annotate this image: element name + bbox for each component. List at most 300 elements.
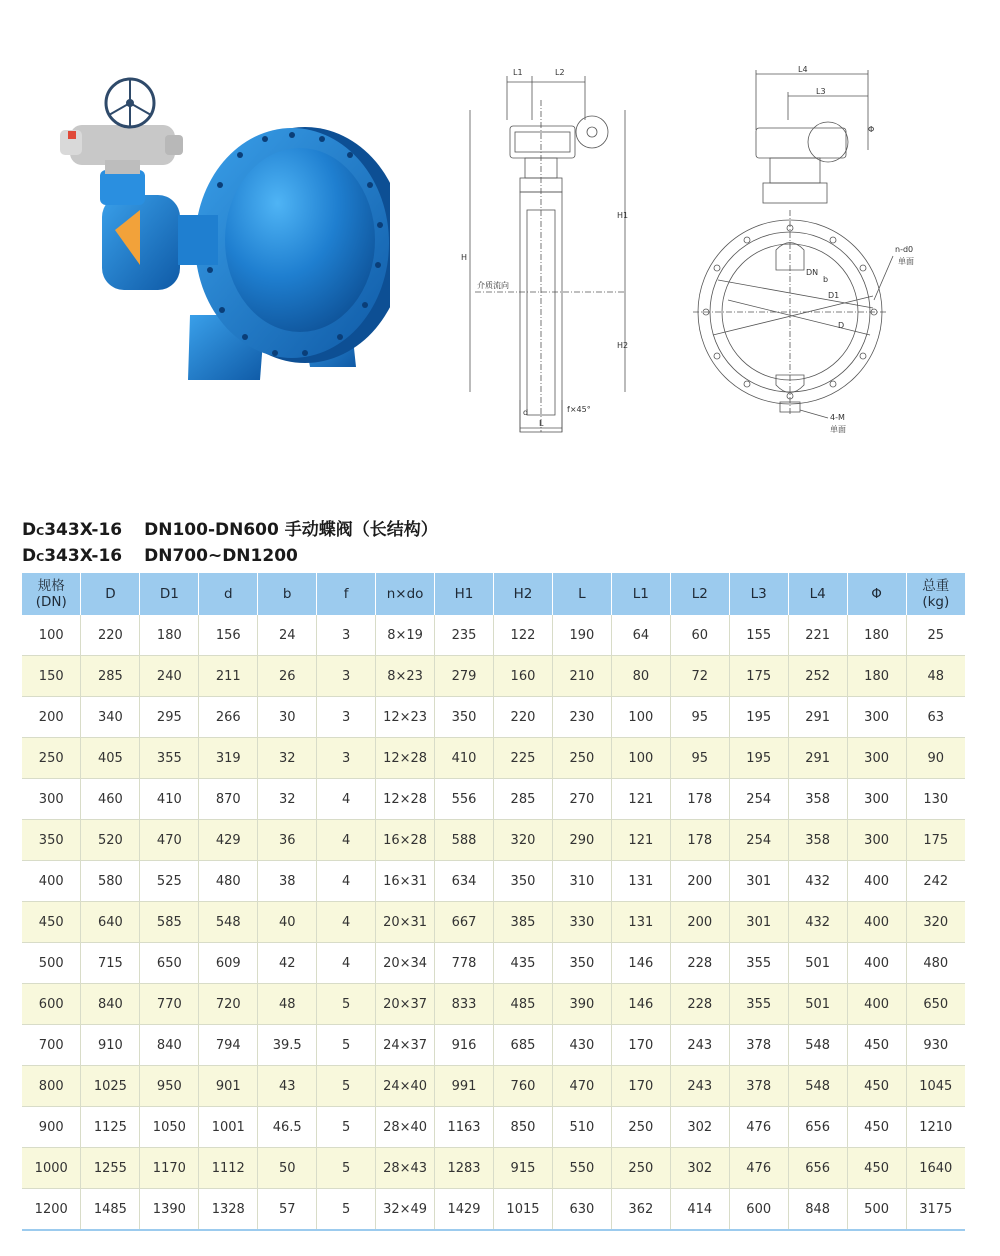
table-cell: 100 <box>22 615 81 656</box>
nd0-label: n-d0 <box>895 245 914 254</box>
table-cell: 60 <box>670 615 729 656</box>
table-cell: 36 <box>258 820 317 861</box>
table-cell: 501 <box>788 943 847 984</box>
table-cell: 48 <box>906 656 965 697</box>
table-cell: 170 <box>611 1025 670 1066</box>
table-cell: 400 <box>847 861 906 902</box>
table-cell: 175 <box>906 820 965 861</box>
table-cell: 26 <box>258 656 317 697</box>
table-cell: 230 <box>552 697 611 738</box>
table-cell: 548 <box>788 1025 847 1066</box>
table-cell: 180 <box>140 615 199 656</box>
column-header-unit: (kg) <box>922 594 950 610</box>
product-photo <box>60 75 390 385</box>
table-cell: 300 <box>847 779 906 820</box>
dim-big-d-label: D <box>838 321 845 330</box>
column-header <box>258 573 317 615</box>
m4-label: 4-M <box>830 413 845 422</box>
table-cell: 1025 <box>81 1066 140 1107</box>
table-cell: 548 <box>788 1066 847 1107</box>
table-cell: 460 <box>81 779 140 820</box>
table-cell: 1000 <box>22 1148 81 1189</box>
table-cell: 178 <box>670 779 729 820</box>
butterfly-valve-illustration <box>60 75 390 385</box>
spec-table-header <box>22 573 965 615</box>
table-cell: 3 <box>317 738 376 779</box>
table-cell: 319 <box>199 738 258 779</box>
front-view-drawing <box>688 60 928 440</box>
title-1-range: DN100-DN600 手动蝶阀（长结构） <box>144 520 438 540</box>
table-cell: 4 <box>317 820 376 861</box>
table-cell: 410 <box>140 779 199 820</box>
title-2-model: 343X-16 <box>44 546 123 566</box>
table-cell: 650 <box>906 984 965 1025</box>
table-cell: 100 <box>611 697 670 738</box>
table-cell: 291 <box>788 697 847 738</box>
table-cell: 525 <box>140 861 199 902</box>
title-line-1 <box>22 518 438 544</box>
table-cell: 200 <box>670 902 729 943</box>
table-cell: 685 <box>494 1025 553 1066</box>
table-cell: 243 <box>670 1025 729 1066</box>
table-cell: 42 <box>258 943 317 984</box>
table-row <box>22 1148 965 1189</box>
table-cell: 950 <box>140 1066 199 1107</box>
table-cell: 310 <box>552 861 611 902</box>
table-cell: 400 <box>847 984 906 1025</box>
column-header <box>906 573 965 615</box>
column-header-label: D1 <box>159 586 179 602</box>
table-cell: 609 <box>199 943 258 984</box>
dim-d-label: d <box>523 408 529 417</box>
table-cell: 650 <box>140 943 199 984</box>
table-cell: 28×43 <box>376 1148 435 1189</box>
table-cell: 300 <box>22 779 81 820</box>
table-cell: 630 <box>552 1189 611 1231</box>
table-cell: 131 <box>611 861 670 902</box>
table-cell: 200 <box>670 861 729 902</box>
column-header <box>847 573 906 615</box>
column-header <box>22 573 81 615</box>
table-cell: 520 <box>81 820 140 861</box>
table-cell: 270 <box>552 779 611 820</box>
table-cell: 5 <box>317 1107 376 1148</box>
table-cell: 20×34 <box>376 943 435 984</box>
table-cell: 350 <box>435 697 494 738</box>
column-header-label: H1 <box>454 586 474 602</box>
table-cell: 3 <box>317 615 376 656</box>
column-header-label: b <box>282 586 292 602</box>
table-cell: 64 <box>611 615 670 656</box>
dim-l4-label: L4 <box>798 65 808 74</box>
table-cell: 302 <box>670 1107 729 1148</box>
column-header <box>494 573 553 615</box>
table-cell: 600 <box>729 1189 788 1231</box>
dim-phi-label: Φ <box>868 125 875 134</box>
table-cell: 156 <box>199 615 258 656</box>
table-cell: 32 <box>258 779 317 820</box>
table-cell: 350 <box>494 861 553 902</box>
table-cell: 432 <box>788 861 847 902</box>
column-header <box>729 573 788 615</box>
table-cell: 770 <box>140 984 199 1025</box>
table-cell: 300 <box>847 738 906 779</box>
table-cell: 350 <box>552 943 611 984</box>
table-cell: 450 <box>847 1066 906 1107</box>
table-cell: 840 <box>81 984 140 1025</box>
table-cell: 910 <box>81 1025 140 1066</box>
table-row <box>22 820 965 861</box>
spec-table-body <box>22 615 965 1230</box>
column-header-label: L4 <box>809 586 826 602</box>
table-cell: 430 <box>552 1025 611 1066</box>
table-cell: 435 <box>494 943 553 984</box>
table-cell: 870 <box>199 779 258 820</box>
table-cell: 916 <box>435 1025 494 1066</box>
column-header-label: n×do <box>386 586 424 602</box>
table-cell: 1390 <box>140 1189 199 1231</box>
table-cell: 385 <box>494 902 553 943</box>
table-cell: 225 <box>494 738 553 779</box>
m4-single-label: 单面 <box>830 425 846 434</box>
column-header <box>199 573 258 615</box>
table-cell: 485 <box>494 984 553 1025</box>
table-cell: 400 <box>847 902 906 943</box>
table-cell: 585 <box>140 902 199 943</box>
table-cell: 121 <box>611 779 670 820</box>
dim-dn-label: DN <box>806 268 819 277</box>
column-header-label: f <box>343 586 349 602</box>
table-cell: 28×40 <box>376 1107 435 1148</box>
table-cell: 300 <box>847 697 906 738</box>
table-cell: 302 <box>670 1148 729 1189</box>
column-header-label: 总重 <box>922 578 950 594</box>
table-cell: 90 <box>906 738 965 779</box>
table-cell: 301 <box>729 861 788 902</box>
title-1-model: 343X-16 <box>44 520 123 540</box>
table-cell: 190 <box>552 615 611 656</box>
table-cell: 1112 <box>199 1148 258 1189</box>
column-header-label: d <box>223 586 233 602</box>
table-cell: 556 <box>435 779 494 820</box>
table-cell: 30 <box>258 697 317 738</box>
table-cell: 350 <box>22 820 81 861</box>
table-cell: 901 <box>199 1066 258 1107</box>
column-header <box>552 573 611 615</box>
column-header-label: Φ <box>871 586 882 602</box>
table-cell: 405 <box>81 738 140 779</box>
table-cell: 155 <box>729 615 788 656</box>
table-cell: 122 <box>494 615 553 656</box>
table-cell: 833 <box>435 984 494 1025</box>
table-cell: 5 <box>317 1066 376 1107</box>
table-cell: 450 <box>847 1107 906 1148</box>
table-cell: 656 <box>788 1107 847 1148</box>
dim-h-label: H <box>461 253 468 262</box>
table-cell: 24×37 <box>376 1025 435 1066</box>
table-cell: 5 <box>317 1148 376 1189</box>
table-cell: 720 <box>199 984 258 1025</box>
dim-h1-label: H1 <box>617 211 629 220</box>
table-cell: 57 <box>258 1189 317 1231</box>
table-cell: 295 <box>140 697 199 738</box>
table-cell: 358 <box>788 779 847 820</box>
column-header-unit: (DN) <box>35 594 67 610</box>
table-cell: 46.5 <box>258 1107 317 1148</box>
table-cell: 5 <box>317 984 376 1025</box>
table-cell: 131 <box>611 902 670 943</box>
table-cell: 450 <box>847 1025 906 1066</box>
table-cell: 358 <box>788 820 847 861</box>
spec-table <box>22 573 965 1231</box>
table-cell: 580 <box>81 861 140 902</box>
table-cell: 95 <box>670 738 729 779</box>
table-cell: 95 <box>670 697 729 738</box>
table-cell: 301 <box>729 902 788 943</box>
table-cell: 80 <box>611 656 670 697</box>
table-cell: 330 <box>552 902 611 943</box>
table-cell: 16×28 <box>376 820 435 861</box>
table-cell: 1045 <box>906 1066 965 1107</box>
title-line-2 <box>22 544 438 570</box>
table-cell: 634 <box>435 861 494 902</box>
table-cell: 450 <box>22 902 81 943</box>
table-cell: 72 <box>670 656 729 697</box>
table-cell: 290 <box>552 820 611 861</box>
table-cell: 221 <box>788 615 847 656</box>
table-cell: 211 <box>199 656 258 697</box>
table-cell: 175 <box>729 656 788 697</box>
table-cell: 320 <box>494 820 553 861</box>
table-cell: 1125 <box>81 1107 140 1148</box>
table-cell: 250 <box>22 738 81 779</box>
table-cell: 279 <box>435 656 494 697</box>
table-cell: 220 <box>494 697 553 738</box>
column-header-label: L <box>578 586 586 602</box>
table-cell: 63 <box>906 697 965 738</box>
table-cell: 410 <box>435 738 494 779</box>
table-cell: 476 <box>729 1107 788 1148</box>
table-cell: 12×28 <box>376 738 435 779</box>
table-cell: 32 <box>258 738 317 779</box>
table-cell: 250 <box>611 1148 670 1189</box>
table-row <box>22 902 965 943</box>
nd0-single-label: 单面 <box>898 257 914 266</box>
table-cell: 476 <box>729 1148 788 1189</box>
dim-l-label: L <box>539 419 544 428</box>
table-cell: 220 <box>81 615 140 656</box>
table-cell: 320 <box>906 902 965 943</box>
table-cell: 429 <box>199 820 258 861</box>
table-cell: 4 <box>317 861 376 902</box>
table-row <box>22 1025 965 1066</box>
table-row <box>22 779 965 820</box>
table-cell: 20×31 <box>376 902 435 943</box>
table-cell: 378 <box>729 1066 788 1107</box>
column-header <box>81 573 140 615</box>
table-cell: 8×19 <box>376 615 435 656</box>
table-cell: 3175 <box>906 1189 965 1231</box>
table-cell: 285 <box>494 779 553 820</box>
table-cell: 355 <box>729 984 788 1025</box>
table-cell: 362 <box>611 1189 670 1231</box>
table-cell: 146 <box>611 943 670 984</box>
title-1-prefix: D <box>22 520 37 540</box>
table-cell: 5 <box>317 1025 376 1066</box>
table-cell: 228 <box>670 984 729 1025</box>
table-cell: 39.5 <box>258 1025 317 1066</box>
table-cell: 170 <box>611 1066 670 1107</box>
table-row <box>22 943 965 984</box>
column-header-label: L2 <box>691 586 708 602</box>
table-cell: 500 <box>847 1189 906 1231</box>
table-cell: 3 <box>317 697 376 738</box>
column-header-label: H2 <box>513 586 533 602</box>
table-cell: 1015 <box>494 1189 553 1231</box>
table-cell: 1255 <box>81 1148 140 1189</box>
table-cell: 43 <box>258 1066 317 1107</box>
table-cell: 778 <box>435 943 494 984</box>
dim-l3-label: L3 <box>816 87 826 96</box>
column-header-label: 规格 <box>37 578 65 594</box>
table-cell: 4 <box>317 902 376 943</box>
table-cell: 146 <box>611 984 670 1025</box>
table-cell: 4 <box>317 943 376 984</box>
table-cell: 667 <box>435 902 494 943</box>
table-row <box>22 615 965 656</box>
column-header <box>140 573 199 615</box>
table-cell: 250 <box>552 738 611 779</box>
table-cell: 480 <box>906 943 965 984</box>
table-cell: 4 <box>317 779 376 820</box>
title-1-sub: C <box>36 525 45 538</box>
table-cell: 414 <box>670 1189 729 1231</box>
table-cell: 3 <box>317 656 376 697</box>
table-cell: 1001 <box>199 1107 258 1148</box>
table-cell: 700 <box>22 1025 81 1066</box>
table-cell: 178 <box>670 820 729 861</box>
column-header <box>788 573 847 615</box>
table-row <box>22 656 965 697</box>
table-cell: 800 <box>22 1066 81 1107</box>
table-cell: 432 <box>788 902 847 943</box>
table-cell: 1485 <box>81 1189 140 1231</box>
table-cell: 1200 <box>22 1189 81 1231</box>
table-cell: 1283 <box>435 1148 494 1189</box>
table-cell: 250 <box>611 1107 670 1148</box>
table-cell: 180 <box>847 615 906 656</box>
table-cell: 12×28 <box>376 779 435 820</box>
dim-b-label: b <box>823 275 829 284</box>
table-cell: 195 <box>729 697 788 738</box>
table-cell: 210 <box>552 656 611 697</box>
table-cell: 510 <box>552 1107 611 1148</box>
table-cell: 548 <box>199 902 258 943</box>
table-cell: 50 <box>258 1148 317 1189</box>
table-cell: 254 <box>729 820 788 861</box>
table-cell: 285 <box>81 656 140 697</box>
table-cell: 100 <box>611 738 670 779</box>
table-cell: 242 <box>906 861 965 902</box>
column-header <box>435 573 494 615</box>
table-cell: 400 <box>847 943 906 984</box>
table-cell: 235 <box>435 615 494 656</box>
table-cell: 355 <box>729 943 788 984</box>
table-cell: 915 <box>494 1148 553 1189</box>
table-cell: 5 <box>317 1189 376 1231</box>
table-row <box>22 984 965 1025</box>
title-2-range: DN700~DN1200 <box>144 546 298 566</box>
table-cell: 850 <box>494 1107 553 1148</box>
table-cell: 1170 <box>140 1148 199 1189</box>
table-cell: 195 <box>729 738 788 779</box>
table-cell: 656 <box>788 1148 847 1189</box>
table-cell: 38 <box>258 861 317 902</box>
table-cell: 1163 <box>435 1107 494 1148</box>
table-cell: 228 <box>670 943 729 984</box>
flow-direction-label: 介质流向 <box>477 281 509 290</box>
table-cell: 24×40 <box>376 1066 435 1107</box>
column-header-label: D <box>105 586 116 602</box>
table-row <box>22 861 965 902</box>
table-cell: 1050 <box>140 1107 199 1148</box>
table-cell: 20×37 <box>376 984 435 1025</box>
table-cell: 480 <box>199 861 258 902</box>
table-cell: 48 <box>258 984 317 1025</box>
table-cell: 501 <box>788 984 847 1025</box>
table-cell: 760 <box>494 1066 553 1107</box>
table-cell: 291 <box>788 738 847 779</box>
table-cell: 588 <box>435 820 494 861</box>
table-cell: 400 <box>22 861 81 902</box>
table-cell: 848 <box>788 1189 847 1231</box>
table-cell: 794 <box>199 1025 258 1066</box>
table-cell: 378 <box>729 1025 788 1066</box>
table-cell: 12×23 <box>376 697 435 738</box>
table-row <box>22 738 965 779</box>
table-cell: 1210 <box>906 1107 965 1148</box>
table-cell: 16×31 <box>376 861 435 902</box>
table-cell: 550 <box>552 1148 611 1189</box>
table-cell: 470 <box>140 820 199 861</box>
table-cell: 390 <box>552 984 611 1025</box>
table-cell: 1429 <box>435 1189 494 1231</box>
table-cell: 25 <box>906 615 965 656</box>
table-cell: 121 <box>611 820 670 861</box>
table-row <box>22 1189 965 1231</box>
table-cell: 450 <box>847 1148 906 1189</box>
table-cell: 180 <box>847 656 906 697</box>
column-header <box>376 573 435 615</box>
column-header <box>670 573 729 615</box>
table-cell: 991 <box>435 1066 494 1107</box>
table-cell: 900 <box>22 1107 81 1148</box>
side-view-drawing <box>455 60 645 440</box>
table-cell: 600 <box>22 984 81 1025</box>
column-header <box>317 573 376 615</box>
table-cell: 252 <box>788 656 847 697</box>
title-2-prefix: D <box>22 546 37 566</box>
table-cell: 40 <box>258 902 317 943</box>
table-cell: 300 <box>847 820 906 861</box>
table-cell: 130 <box>906 779 965 820</box>
table-cell: 930 <box>906 1025 965 1066</box>
table-cell: 8×23 <box>376 656 435 697</box>
dim-f45-label: f×45° <box>567 405 591 414</box>
dim-l1-label: L1 <box>513 68 523 77</box>
dim-h2-label: H2 <box>617 341 629 350</box>
table-cell: 240 <box>140 656 199 697</box>
